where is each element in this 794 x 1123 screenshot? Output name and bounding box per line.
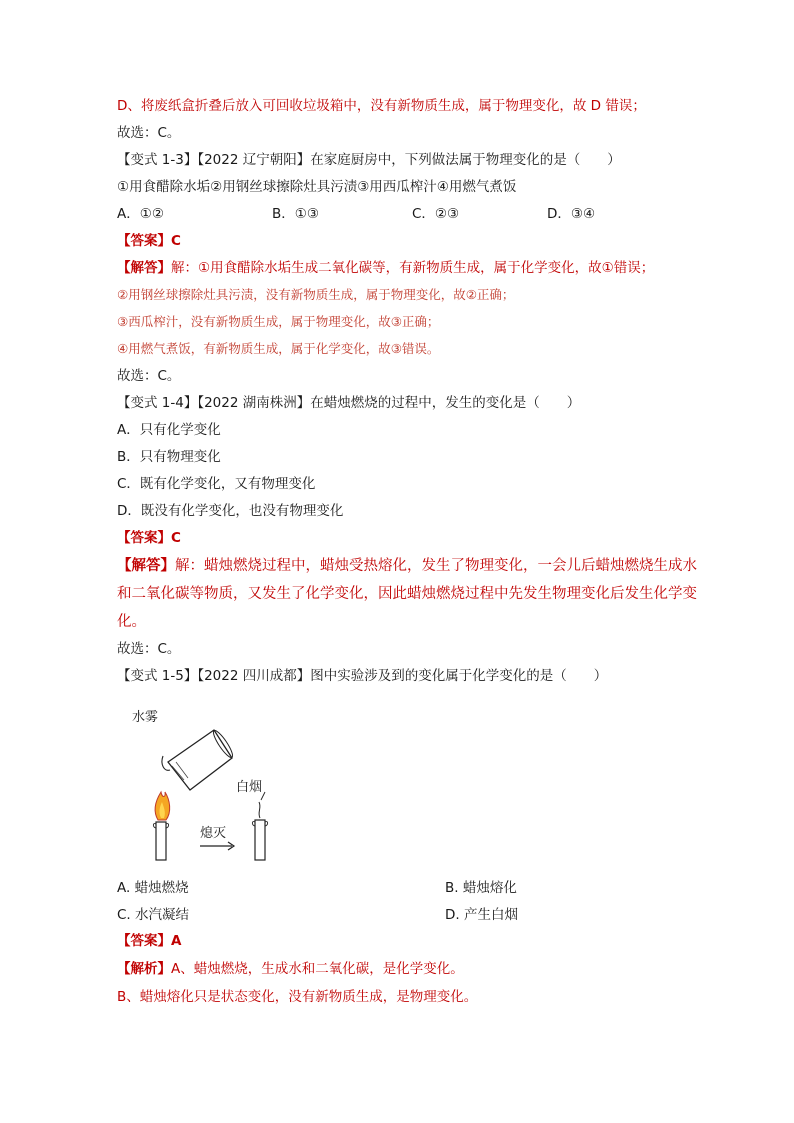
- answer-value: A: [171, 933, 182, 949]
- option-c: C．既有化学变化，又有物理变化: [117, 476, 316, 492]
- option-b: B．只有物理变化: [117, 449, 221, 465]
- explanation-line: D、将废纸盒折叠后放入可回收垃圾箱中，没有新物质生成，属于物理变化，故 D 错误；: [117, 98, 646, 114]
- answer-value: C: [171, 530, 181, 546]
- selection-line: 故选：C。: [117, 125, 181, 141]
- mist-label: 水雾: [132, 710, 159, 725]
- option-d: D．既没有化学变化，也没有物理变化: [117, 503, 344, 519]
- explanation-line: 和二氧化碳等物质，又发生了化学变化，因此蜡烛燃烧过程中先发生物理变化后发生化学变: [117, 586, 697, 602]
- answer-line: [117, 931, 181, 951]
- option-d: D．③④: [547, 206, 596, 222]
- extinguish-label: 熄灭: [200, 826, 227, 841]
- explanation-line: 化。: [117, 614, 146, 630]
- explanation-text: 解：①用食醋除水垢生成二氧化碳等，有新物质生成，属于化学变化，故①错误；: [171, 260, 655, 276]
- option-a: A．只有化学变化: [117, 422, 221, 438]
- selection-line: 故选：C。: [117, 368, 181, 384]
- smoke-label: 白烟: [236, 780, 263, 795]
- option-b: B. 蜡烛熔化: [445, 880, 517, 896]
- option-d: D. 产生白烟: [445, 907, 518, 923]
- option-c: C．②③: [412, 206, 460, 222]
- answer-line: [117, 528, 181, 548]
- explanation-text: 解：蜡烛燃烧过程中，蜡烛受热熔化，发生了物理变化，一会儿后蜡烛燃烧生成水: [175, 558, 697, 574]
- answer-label: 【答案】: [117, 933, 171, 949]
- candle-experiment-figure: [120, 698, 310, 868]
- explanation-line: ③西瓜榨汁，没有新物质生成，属于物理变化，故③正确；: [117, 314, 440, 329]
- option-a: A．①②: [117, 206, 164, 222]
- option-c: C. 水汽凝结: [117, 907, 190, 923]
- explanation-label: 【解析】: [117, 961, 171, 977]
- answer-value: C: [171, 233, 181, 249]
- question-1-3: 【变式 1-3】【2022 辽宁朝阳】在家庭厨房中，下列做法属于物理变化的是（ ）: [117, 152, 621, 168]
- question-1-5: 【变式 1-5】【2022 四川成都】图中实验涉及到的变化属于化学变化的是（ ）: [117, 668, 608, 684]
- explanation-text: A、蜡烛燃烧，生成水和二氧化碳，是化学变化。: [171, 961, 464, 977]
- explanation-line: B、蜡烛熔化只是状态变化，没有新物质生成，是物理变化。: [117, 989, 478, 1005]
- question-1-3-items: ①用食醋除水垢②用钢丝球擦除灶具污渍③用西瓜榨汁④用燃气煮饭: [117, 179, 517, 195]
- answer-label: 【答案】: [117, 530, 171, 546]
- explanation-line: [117, 959, 464, 979]
- explanation-line: [117, 258, 654, 278]
- answer-label: 【答案】: [117, 233, 171, 249]
- answer-line: [117, 231, 181, 251]
- option-b: B．①③: [272, 206, 319, 222]
- explanation-line: ④用燃气煮饭，有新物质生成，属于化学变化，故③错误。: [117, 341, 440, 356]
- explanation-line: ②用钢丝球擦除灶具污渍，没有新物质生成，属于物理变化，故②正确；: [117, 287, 515, 302]
- option-a: A. 蜡烛燃烧: [117, 880, 189, 896]
- explanation-label: 【解答】: [117, 558, 175, 574]
- question-1-4: 【变式 1-4】【2022 湖南株洲】在蜡烛燃烧的过程中，发生的变化是（ ）: [117, 395, 581, 411]
- explanation-line: [117, 556, 697, 576]
- explanation-label: 【解答】: [117, 260, 171, 276]
- selection-line: 故选：C。: [117, 641, 181, 657]
